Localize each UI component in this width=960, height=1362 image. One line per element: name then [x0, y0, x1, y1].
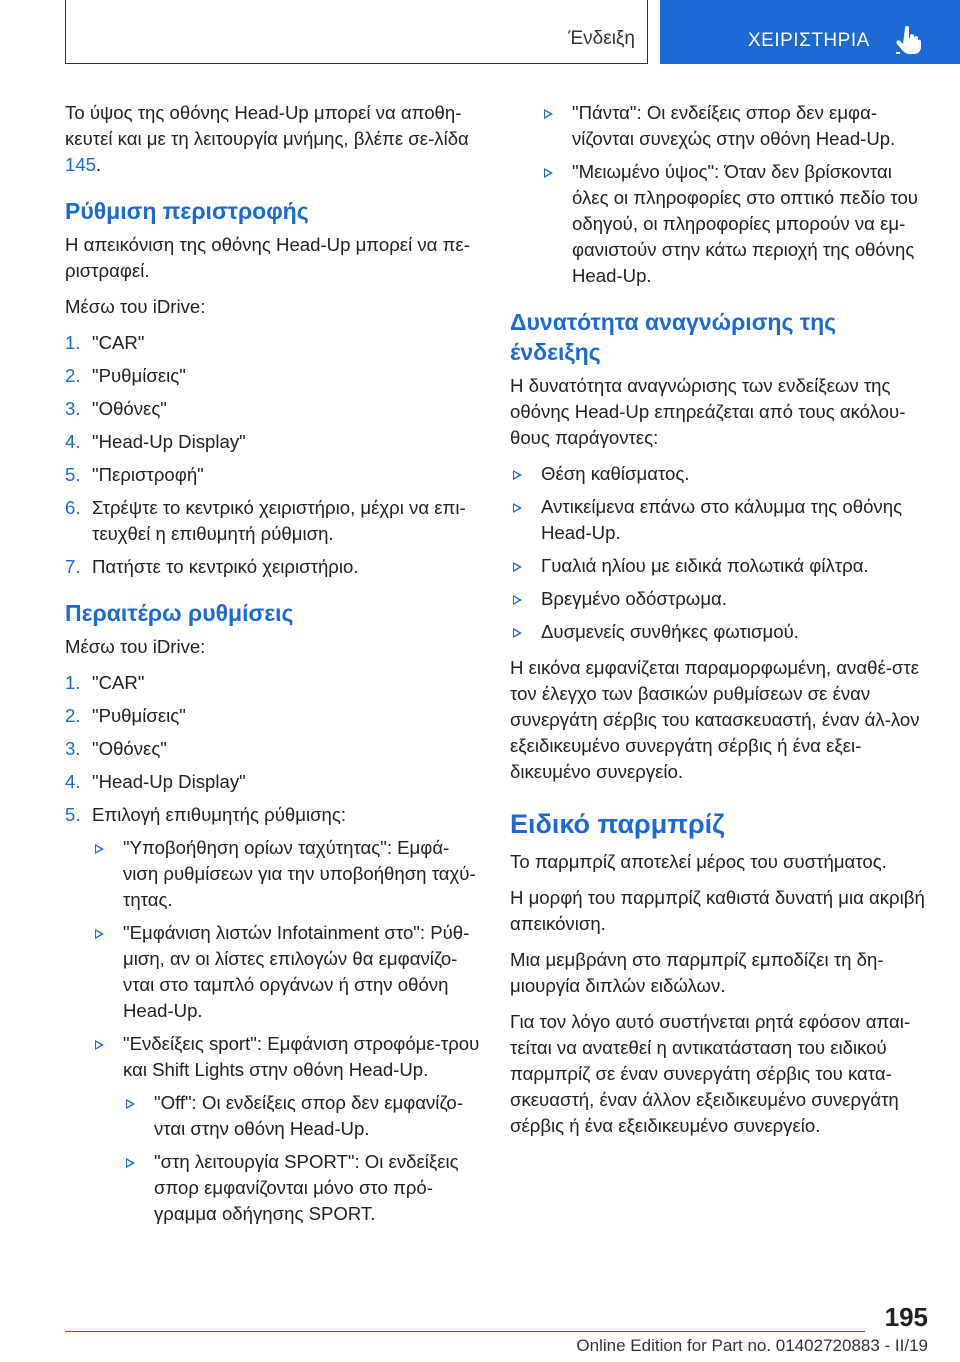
list-item: Δυσμενείς συνθήκες φωτισμού.	[510, 619, 930, 645]
more-settings-heading: Περαιτέρω ρυθμίσεις	[65, 600, 294, 626]
list-item: 1. "CAR"	[65, 332, 145, 353]
list-item: 5. Επιλογή επιθυμητής ρύθμισης: "Υποβοήθηση ορίων ταχύτητας": Εμφά-νιση ρυθμίσεων για την υποβοήθηση ταχύ-τητας. "Εμφάνιση λιστών Infotainment στο": Ρύθ-μιση, αν οι λίστες επιλογών θα εμφανίζο-νται στο ταμπλό οργάνων ή στην οθόνη Head-Up. "Ενδείξεις sport": Εμφάνιση στροφόμε-τρου και Shift Lights στην οθόνη Head-Up. "Off": Οι ενδείξεις σπορ δεν εμφανίζο-νται στην οθόνη Head-Up. "στη λειτουργία SPORT": Οι ενδείξεις σπορ εμφανίζονται μόνο στο πρό-γραμμα οδήγησης SPORT.	[65, 802, 480, 1227]
bullet-triangle-icon	[513, 503, 522, 513]
visibility-factors	[510, 461, 930, 645]
intro-paragraph: Το ύψος της οθόνης Head-Up μπορεί να αποθη-κευτεί και με τη λειτουργία μνήμης, βλέπε σε-λίδα 145.	[65, 102, 469, 175]
bullet-triangle-icon	[513, 595, 522, 605]
page-link-145[interactable]: 145	[65, 154, 97, 175]
list-item: "Υποβοήθηση ορίων ταχύτητας": Εμφά-νιση ρυθμίσεων για την υποβοήθηση ταχύ-τητας.	[92, 835, 480, 913]
page-header	[0, 0, 960, 66]
list-item: 7. Πατήστε το κεντρικό χειριστήριο.	[65, 556, 359, 577]
sport-options	[123, 1090, 480, 1227]
windshield-heading: Ειδικό παρμπρίζ	[510, 809, 725, 839]
right-column	[510, 100, 930, 1149]
list-item: 1. "CAR"	[65, 672, 145, 693]
list-item: Γυαλιά ηλίου με ειδικά πολωτικά φίλτρα.	[510, 553, 930, 579]
bullet-triangle-icon	[513, 628, 522, 638]
list-item: "Πάντα": Οι ενδείξεις σπορ δεν εμφα-νίζονται συνεχώς στην οθόνη Head-Up.	[541, 100, 930, 152]
bullet-triangle-icon	[95, 844, 104, 854]
list-item: Αντικείμενα επάνω στο κάλυμμα της οθόνης Head-Up.	[510, 494, 930, 546]
bullet-triangle-icon	[513, 470, 522, 480]
list-item: Θέση καθίσματος.	[510, 461, 930, 487]
step5-options	[92, 835, 480, 1227]
edition-footer: Online Edition for Part no. 01402720883 - II/19	[576, 1336, 928, 1355]
chapter-label: ΧΕΙΡΙΣΤΗΡΙΑ	[748, 30, 870, 51]
list-item: 3. "Οθόνες"	[65, 738, 167, 759]
list-item: Βρεγμένο οδόστρωμα.	[510, 586, 930, 612]
list-item: "Ενδείξεις sport": Εμφάνιση στροφόμε-τρου και Shift Lights στην οθόνη Head-Up. "Off": Οι ενδείξεις σπορ δεν εμφανίζο-νται στην οθόνη Head-Up. "στη λειτουργία SPORT": Οι ενδείξεις σπορ εμφανίζονται μόνο στο πρό-γραμμα οδήγησης SPORT.	[92, 1031, 480, 1227]
bullet-triangle-icon	[95, 1040, 104, 1050]
visibility-text: Η δυνατότητα αναγνώρισης των ενδείξεων της οθόνης Head-Up επηρεάζεται από τους ακόλου-θους παράγοντες:	[510, 375, 906, 448]
footer-divider	[65, 1331, 865, 1332]
list-item: 2. "Ρυθμίσεις"	[65, 365, 186, 386]
list-item: 3. "Οθόνες"	[65, 398, 167, 419]
windshield-text-3: Μια μεμβράνη στο παρμπρίζ εμποδίζει τη δη-μιουργία διπλών ειδώλων.	[510, 949, 884, 996]
more-settings-steps	[65, 670, 480, 1227]
list-item: "Εμφάνιση λιστών Infotainment στο": Ρύθ-μιση, αν οι λίστες επιλογών θα εμφανίζο-νται στο ταμπλό οργάνων ή στην οθόνη Head-Up.	[92, 920, 480, 1024]
left-column	[65, 100, 480, 1237]
list-item: 5. "Περιστροφή"	[65, 464, 204, 485]
bullet-triangle-icon	[95, 929, 104, 939]
chapter-tab	[660, 0, 960, 64]
section-label: Ένδειξη	[568, 28, 635, 49]
bullet-triangle-icon	[544, 109, 553, 119]
sport-options-continued	[541, 100, 930, 289]
via-idrive-text: Μέσω του iDrive:	[65, 296, 206, 317]
windshield-text-1: Το παρμπρίζ αποτελεί μέρος του συστήματος.	[510, 851, 887, 872]
via-idrive-text-2: Μέσω του iDrive:	[65, 636, 206, 657]
section-tab	[65, 0, 648, 64]
list-item: 6. Στρέψτε το κεντρικό χειριστήριο, μέχρι να επι-τευχθεί η επιθυμητή ρύθμιση.	[65, 497, 466, 544]
bullet-triangle-icon	[126, 1158, 135, 1168]
bullet-triangle-icon	[544, 168, 553, 178]
rotation-text: Η απεικόνιση της οθόνης Head-Up μπορεί να πε-ριστραφεί.	[65, 234, 470, 281]
windshield-text-4: Για τον λόγο αυτό συστήνεται ρητά εφόσον απαι-τείται να ανατεθεί η αντικατάσταση του ειδικού παρμπρίζ σε έναν συνεργάτη σέρβις του κατα-σκευαστή, έναν άλλον εξειδικευμένο συνεργάτη σέρβις ή ένα εξειδικευμένο συνεργείο.	[510, 1011, 911, 1136]
list-item: 2. "Ρυθμίσεις"	[65, 705, 186, 726]
visibility-heading: Δυνατότητα αναγνώρισης της ένδειξης	[510, 309, 837, 365]
list-item: 4. "Head-Up Display"	[65, 431, 246, 452]
list-item: "Μειωμένο ύψος": Όταν δεν βρίσκονται όλες οι πληροφορίες στο οπτικό πεδίο του οδηγού, οι πληροφορίες μπορούν να εμ-φανιστούν στην κάτω περιοχή της οθόνης Head-Up.	[541, 159, 930, 289]
page-number: 195	[884, 1302, 928, 1332]
rotation-heading: Ρύθμιση περιστροφής	[65, 198, 309, 224]
rotation-steps	[65, 330, 480, 580]
hand-pointer-icon	[896, 26, 922, 54]
bullet-triangle-icon	[126, 1099, 135, 1109]
bullet-triangle-icon	[513, 562, 522, 572]
list-item: "στη λειτουργία SPORT": Οι ενδείξεις σπορ εμφανίζονται μόνο στο πρό-γραμμα οδήγησης SPORT.	[123, 1149, 480, 1227]
visibility-after-text: Η εικόνα εμφανίζεται παραμορφωμένη, αναθέ-στε τον έλεγχο των βασικών ρυθμίσεων σε έναν συνεργάτη σέρβις του κατασκευαστή, έναν άλ-λον εξειδικευμένο συνεργάτη σέρβις ή ένα εξει-δικευμένο συνεργείο.	[510, 657, 920, 782]
list-item: "Off": Οι ενδείξεις σπορ δεν εμφανίζο-νται στην οθόνη Head-Up.	[123, 1090, 480, 1142]
windshield-text-2: Η μορφή του παρμπρίζ καθιστά δυνατή μια ακριβή απεικόνιση.	[510, 887, 925, 934]
list-item: 4. "Head-Up Display"	[65, 771, 246, 792]
